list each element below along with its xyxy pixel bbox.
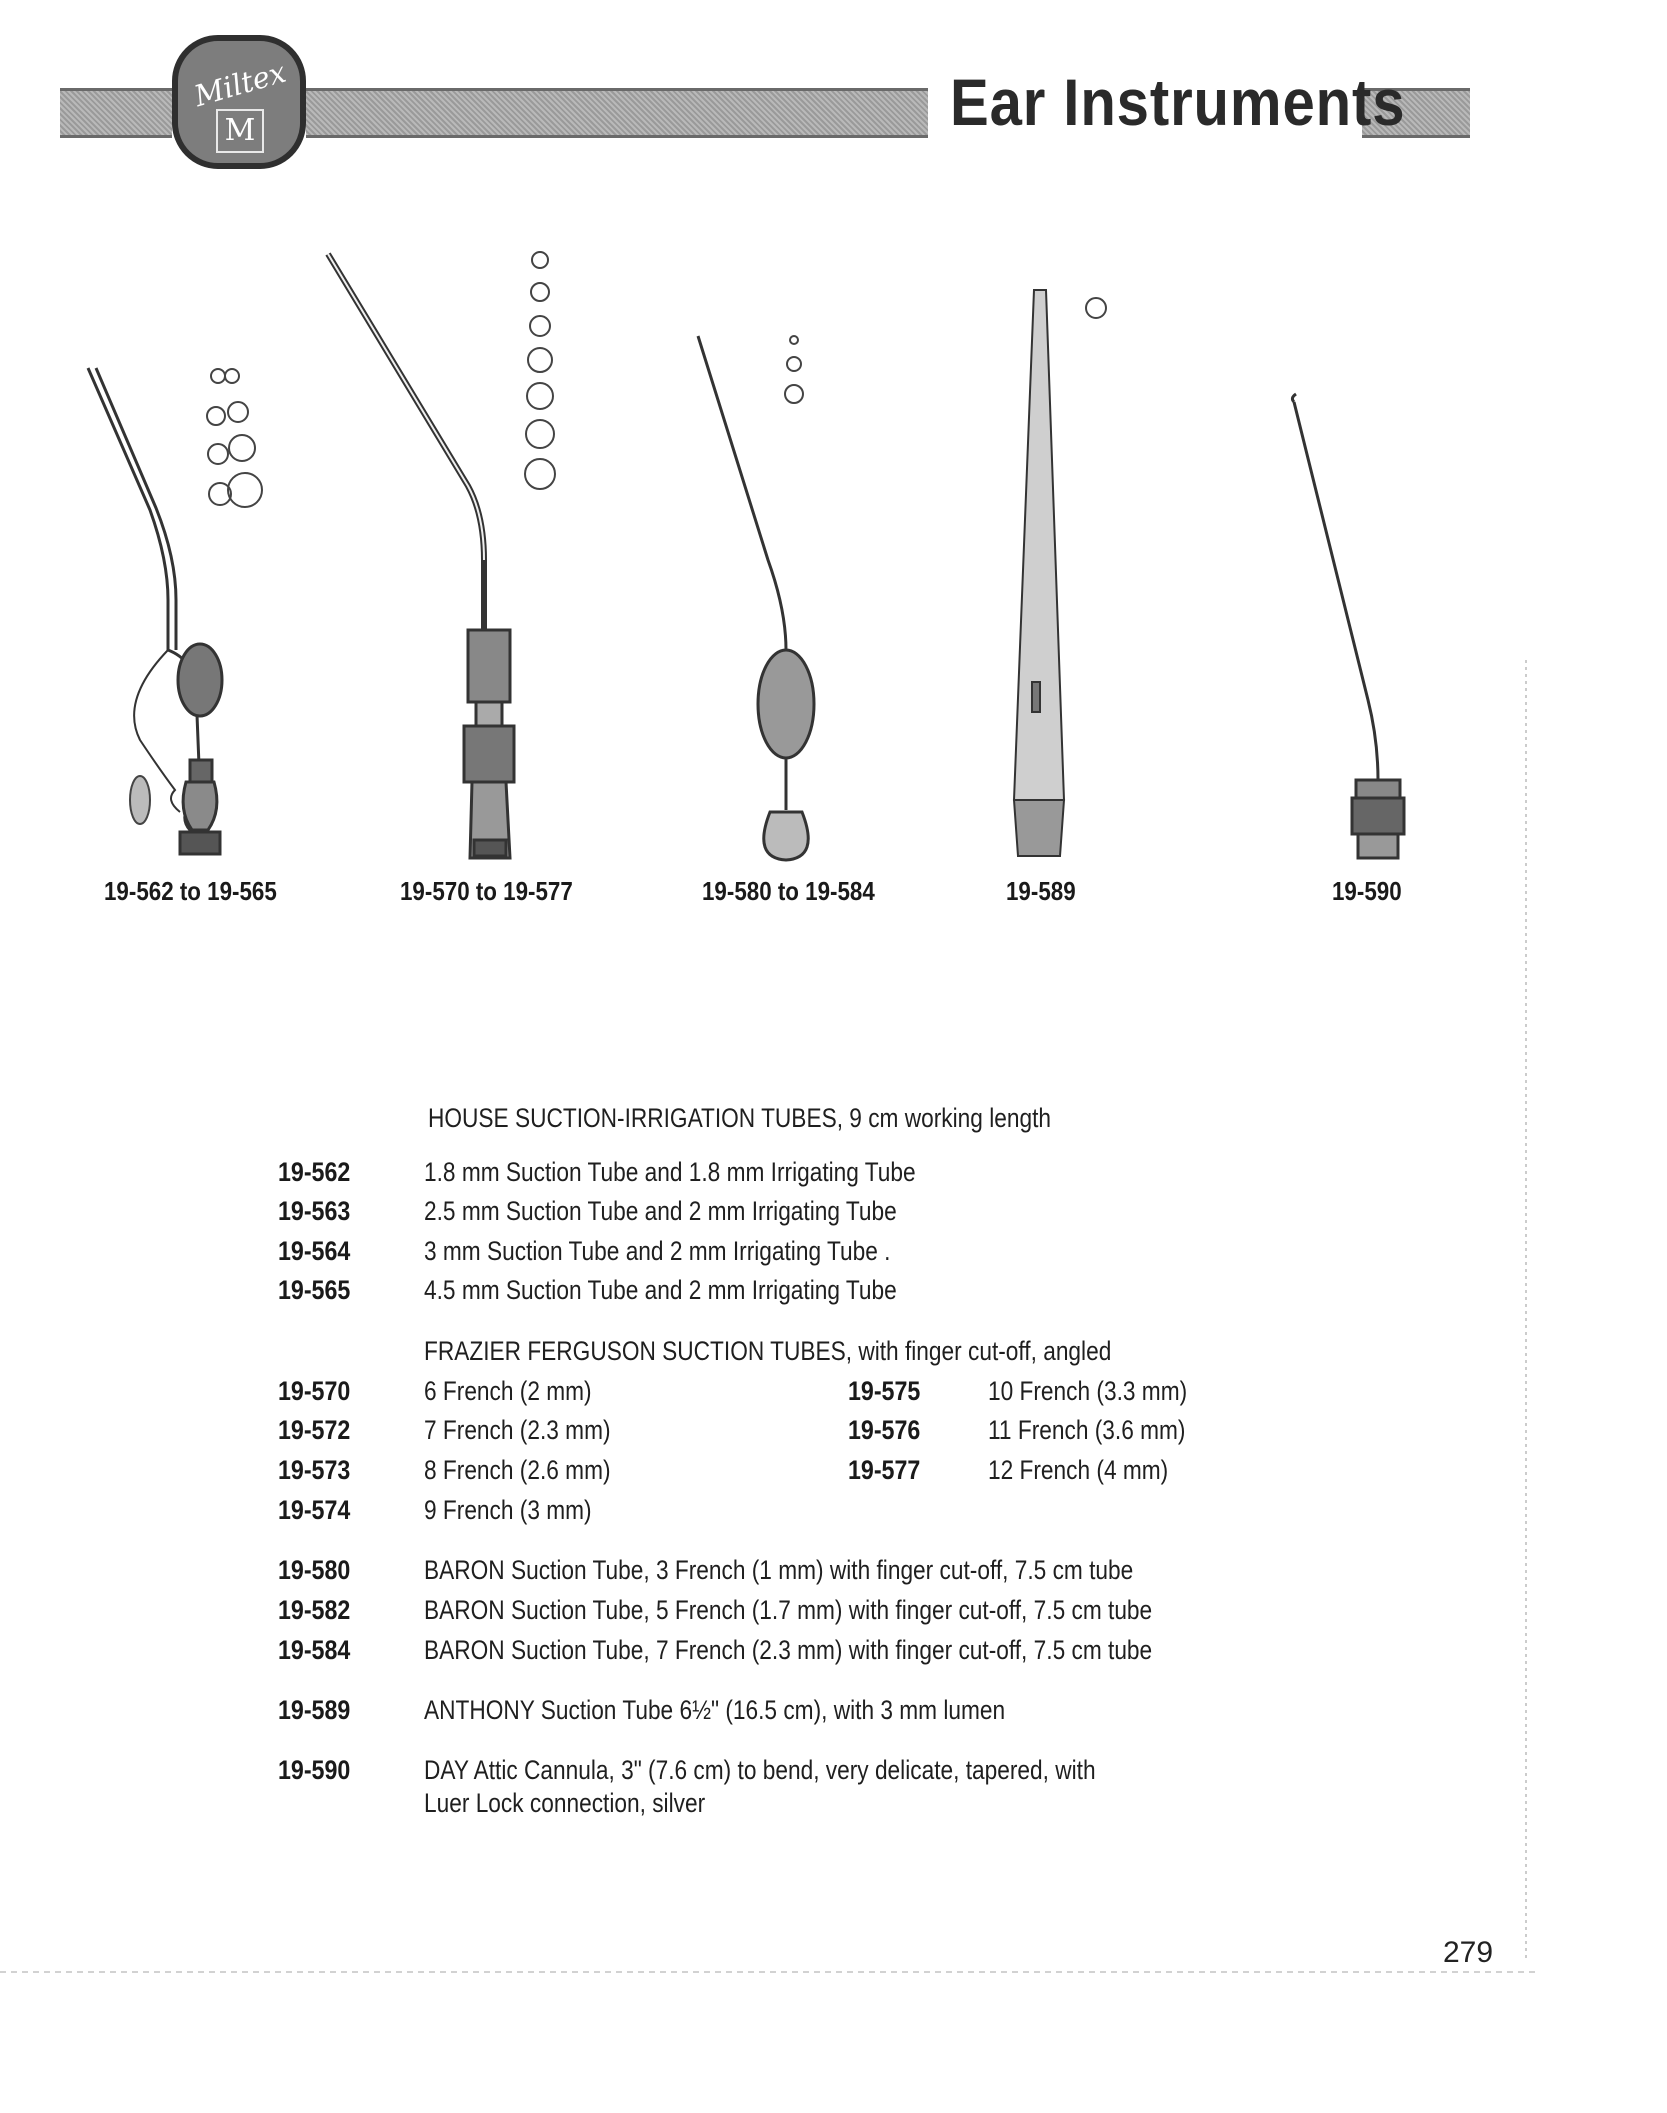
item-desc: 8 French (2.6 mm) xyxy=(424,1455,611,1485)
item-desc: BARON Suction Tube, 5 French (1.7 mm) with finger cut-off, 7.5 cm tube xyxy=(424,1595,1153,1625)
item-desc: ANTHONY Suction Tube 6½" (16.5 cm), with 3 mm lumen xyxy=(424,1695,1006,1725)
item-code: 19-562 xyxy=(278,1157,351,1187)
item-desc: 11 French (3.6 mm) xyxy=(988,1415,1186,1445)
item-code: 19-574 xyxy=(278,1495,351,1525)
item-desc: 10 French (3.3 mm) xyxy=(988,1376,1188,1406)
item-code: 19-572 xyxy=(278,1415,351,1445)
item-desc: 12 French (4 mm) xyxy=(988,1455,1169,1485)
frazier-tube-sizes xyxy=(525,252,555,489)
instrument-frazier-tube xyxy=(328,254,514,858)
item-desc: 4.5 mm Suction Tube and 2 mm Irrigating Tube xyxy=(424,1275,897,1305)
item-desc: 7 French (2.3 mm) xyxy=(424,1415,611,1445)
frazier-heading: FRAZIER FERGUSON SUCTION TUBES, with finger cut-off, angled xyxy=(424,1336,1112,1366)
item-desc: 2.5 mm Suction Tube and 2 mm Irrigating Tube xyxy=(424,1196,897,1226)
house-tube-sizes xyxy=(207,369,262,507)
item-desc: 9 French (3 mm) xyxy=(424,1495,592,1525)
logo-mark: M xyxy=(216,109,264,153)
item-code: 19-563 xyxy=(278,1196,351,1226)
instrument-day-cannula xyxy=(1292,394,1404,858)
baron-tube-sizes xyxy=(785,336,803,403)
caption-frazier: 19-570 to 19-577 xyxy=(400,876,573,906)
caption-day: 19-590 xyxy=(1332,876,1402,906)
item-desc-cont: Luer Lock connection, silver xyxy=(424,1788,706,1818)
instrument-baron-tube xyxy=(698,336,814,860)
item-desc: 3 mm Suction Tube and 2 mm Irrigating Tube . xyxy=(424,1236,891,1266)
instrument-house-tube xyxy=(88,368,222,855)
item-code: 19-565 xyxy=(278,1275,351,1305)
item-code: 19-576 xyxy=(848,1415,921,1445)
item-code: 19-570 xyxy=(278,1376,351,1406)
page-number: 279 xyxy=(1443,1936,1494,1969)
instrument-anthony-tube xyxy=(1014,290,1064,856)
item-desc: BARON Suction Tube, 3 French (1 mm) with finger cut-off, 7.5 cm tube xyxy=(424,1555,1134,1585)
item-code: 19-580 xyxy=(278,1555,351,1585)
item-desc: BARON Suction Tube, 7 French (2.3 mm) with finger cut-off, 7.5 cm tube xyxy=(424,1635,1153,1665)
item-code: 19-590 xyxy=(278,1755,351,1785)
item-desc: 1.8 mm Suction Tube and 1.8 mm Irrigating Tube xyxy=(424,1157,916,1187)
anthony-tube-size xyxy=(1086,298,1106,318)
item-code: 19-584 xyxy=(278,1635,351,1665)
item-code: 19-575 xyxy=(848,1376,921,1406)
item-desc: 6 French (2 mm) xyxy=(424,1376,592,1406)
item-code: 19-573 xyxy=(278,1455,351,1485)
item-desc: DAY Attic Cannula, 3" (7.6 cm) to bend, very delicate, tapered, with xyxy=(424,1755,1096,1785)
item-code: 19-577 xyxy=(848,1455,921,1485)
item-code: 19-589 xyxy=(278,1695,351,1725)
logo-script: Miltex xyxy=(190,54,290,114)
caption-anthony: 19-589 xyxy=(1006,876,1076,906)
page-title: Ear Instruments xyxy=(950,65,1406,139)
house-heading: HOUSE SUCTION-IRRIGATION TUBES, 9 cm working length xyxy=(428,1103,1051,1133)
item-code: 19-564 xyxy=(278,1236,351,1266)
caption-house: 19-562 to 19-565 xyxy=(104,876,277,906)
caption-baron: 19-580 to 19-584 xyxy=(702,876,875,906)
item-code: 19-582 xyxy=(278,1595,351,1625)
